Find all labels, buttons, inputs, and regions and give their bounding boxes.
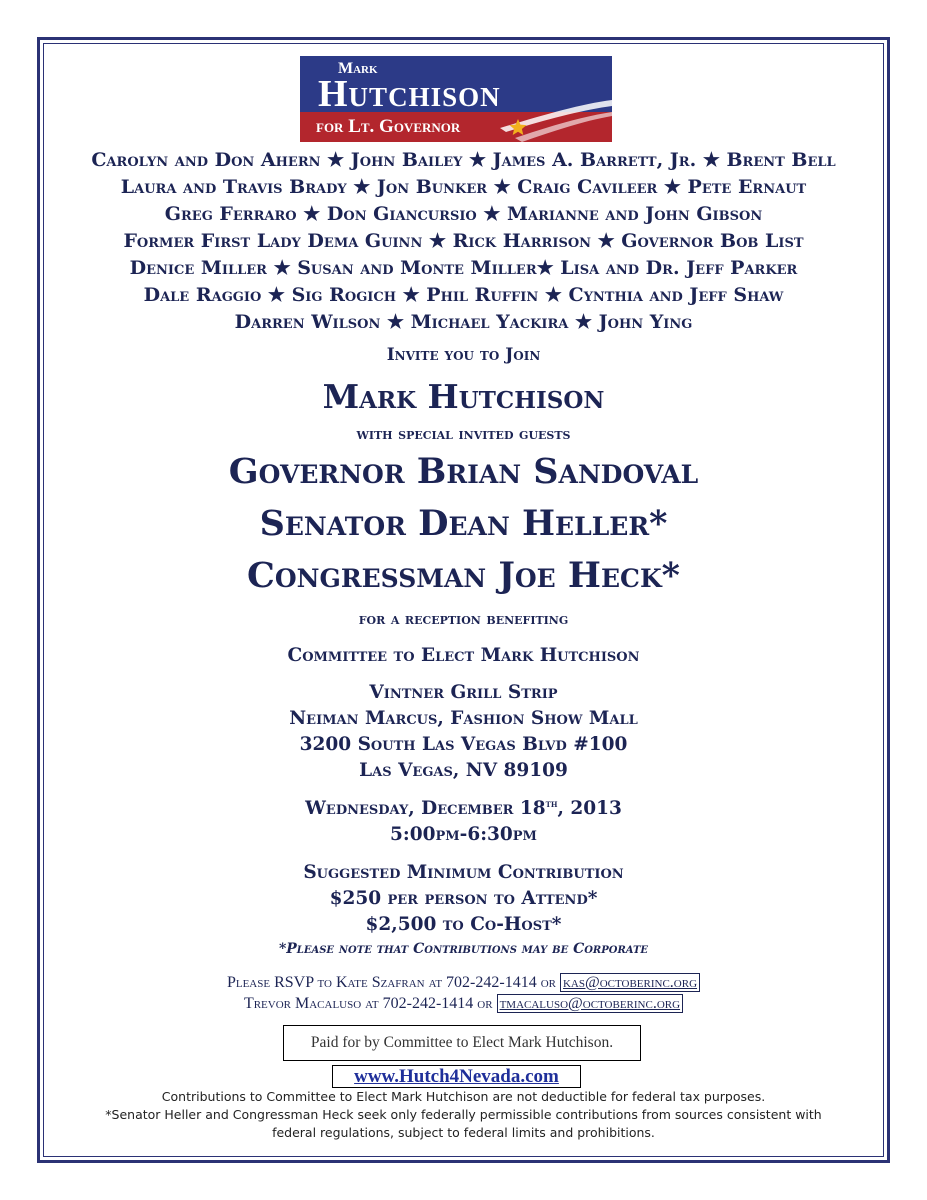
contribution-heading: Suggested Minimum Contribution (303, 862, 624, 883)
host-committee-list (50, 147, 877, 336)
invite-line: Invite you to Join (386, 345, 541, 365)
venue-city: Las Vegas, NV 89109 (359, 760, 568, 781)
event-date (50, 798, 877, 819)
campaign-logo (300, 56, 612, 142)
host-line: Dale Raggio ★ Sig Rogich ★ Phil Ruffin ★ Cynthia and Jeff Shaw (143, 284, 784, 306)
committee-name: Committee to Elect Mark Hutchison (287, 645, 640, 666)
rsvp-email-link-2[interactable]: tmacaluso@octoberinc.org (497, 994, 684, 1013)
venue-name: Vintner Grill Strip (369, 682, 558, 703)
host-line: Former First Lady Dema Guinn ★ Rick Harrison ★ Governor Bob List (123, 230, 804, 252)
event-date-main: Wednesday, December 18 (305, 798, 546, 819)
logo-line3: for Lt. Governor (316, 116, 461, 137)
paid-for-notice: Paid for by Committee to Elect Mark Hutchison. (283, 1025, 641, 1061)
event-date-year: , 2013 (557, 798, 622, 819)
venue-location: Neiman Marcus, Fashion Show Mall (289, 708, 638, 729)
rsvp-line-1 (50, 972, 877, 993)
disclaimer-line: federal regulations, subject to federal limits and prohibitions. (272, 1125, 655, 1140)
contribution-cohost: $2,500 to Co-Host* (365, 914, 562, 935)
disclaimer-line: *Senator Heller and Congressman Heck seek only federally permissible contributions from sources consistent with (105, 1107, 822, 1122)
host-line: Greg Ferraro ★ Don Giancursio ★ Marianne and John Gibson (164, 203, 763, 225)
logo-line1: Mark (338, 60, 378, 77)
event-time: 5:00pm-6:30pm (390, 824, 537, 845)
reception-line: for a reception benefiting (358, 609, 569, 628)
rsvp-text-1: Please RSVP to Kate Szafran at 702-242-1414 or (226, 974, 560, 991)
guest-governor: Governor Brian Sandoval (228, 451, 699, 492)
venue-street: 3200 South Las Vegas Blvd #100 (299, 734, 628, 755)
guest-senator: Senator Dean Heller* (259, 503, 668, 544)
host-line: Darren Wilson ★ Michael Yackira ★ John Ying (234, 311, 693, 333)
candidate-name: Mark Hutchison (322, 377, 605, 416)
guests-intro: with special invited guests (356, 424, 571, 443)
rsvp-line-2 (50, 993, 877, 1014)
guest-congressman: Congressman Joe Heck* (247, 555, 680, 596)
disclaimer-line: Contributions to Committee to Elect Mark Hutchison are not deductible for federal tax purposes. (161, 1089, 766, 1104)
website-link[interactable]: www.Hutch4Nevada.com (332, 1065, 581, 1088)
event-date-suffix: th (545, 799, 558, 810)
rsvp-text-2: Trevor Macaluso at 702-242-1414 or (243, 995, 497, 1012)
contribution-note: *Please note that Contributions may be Corporate (278, 941, 649, 957)
host-line: Laura and Travis Brady ★ Jon Bunker ★ Craig Cavileer ★ Pete Ernaut (120, 176, 807, 198)
host-line: Denice Miller ★ Susan and Monte Miller★ Lisa and Dr. Jeff Parker (129, 257, 798, 279)
logo-line2: Hutchison (318, 73, 501, 115)
host-line: Carolyn and Don Ahern ★ John Bailey ★ James A. Barrett, Jr. ★ Brent Bell (91, 149, 836, 171)
contribution-attend: $250 per person to Attend* (329, 888, 598, 909)
rsvp-email-link-1[interactable]: kas@octoberinc.org (560, 973, 700, 992)
